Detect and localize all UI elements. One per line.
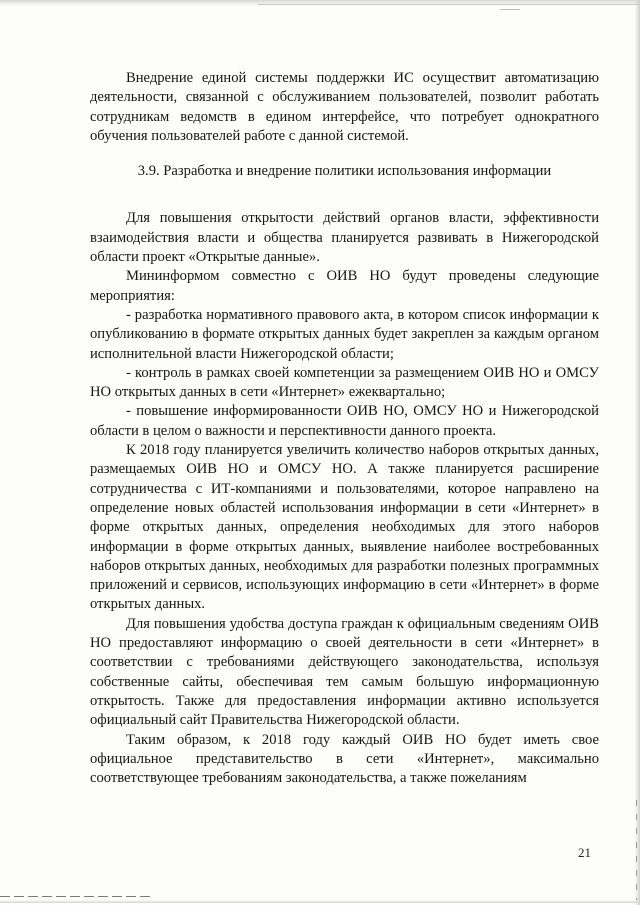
- scan-artifact-line: [258, 4, 640, 5]
- list-item: - контроль в рамках своей компетенции за размещением ОИВ НО и ОМСУ НО открытых данных в сети «Интернет» ежеквартально;: [90, 364, 599, 401]
- paragraph: Для повышения открытости действий органов власти, эффективности взаимодействия власти и общества планируется развивать в Нижегородской области проект «Открытые данные».: [90, 210, 599, 266]
- scan-artifact-line: [0, 896, 150, 897]
- scan-artifact-line: [500, 9, 520, 10]
- scan-edge-bottom: [0, 900, 640, 903]
- paragraph: Для повышения удобства доступа граждан к официальным сведениям ОИВ НО предоставляют информацию о своей деятельности в сети «Интернет» в соответствии с требованиями действующего законодательства, используя собственные сайты, обеспечивая тем самым большую информационную открытость. Также для предоставления информации активно используется официальный сайт Правительства Нижегородской области.: [90, 615, 599, 729]
- paragraph: Внедрение единой системы поддержки ИС осуществит автоматизацию деятельности, связанной с обслуживанием пользователей, позволит работать сотрудникам ведомств в едином интерфейсе, что потребует однократного обучения пользователей работе с данной системой.: [90, 70, 599, 144]
- scan-artifact-marks: [636, 800, 637, 900]
- paragraph: К 2018 году планируется увеличить количество наборов открытых данных, размещаемых ОИВ НО и ОМСУ НО. А также планируется расширение сотрудничества с ИТ-компаниями и пользователями, которое направлено на определение новых областей использования информации в сети «Интернет» в форме открытых данных, определения необходимых для этого наборов информации в форме открытых данных, выявление наиболее востребованных наборов открытых данных, необходимых для разработки полезных программных приложений и сервисов, использующих информацию в сети «Интернет» в форме открытых данных.: [90, 442, 599, 613]
- page-number: 21: [578, 845, 591, 860]
- list-item: - повышение информированности ОИВ НО, ОМСУ НО и Нижегородской области в целом о важности и перспективности данного проекта.: [90, 403, 599, 439]
- paragraph: Таким образом, к 2018 году каждый ОИВ НО будет иметь свое официальное представительство в сети «Интернет», максимально соответствующее требованиям законодательства, а также пожеланиям: [90, 731, 599, 787]
- scan-edge-right: [635, 0, 640, 905]
- document-body: [90, 69, 599, 788]
- list-item: - разработка нормативного правового акта, в котором список информации к опубликованию в формате открытых данных будет закреплен за каждым органом исполнительной власти Нижегородской области;: [90, 306, 599, 362]
- scan-edge-top: [0, 0, 640, 6]
- paragraph: Мининформом совместно с ОИВ НО будут проведены следующие мероприятия:: [90, 268, 599, 304]
- section-heading: 3.9. Разработка и внедрение политики использования информации: [137, 163, 552, 180]
